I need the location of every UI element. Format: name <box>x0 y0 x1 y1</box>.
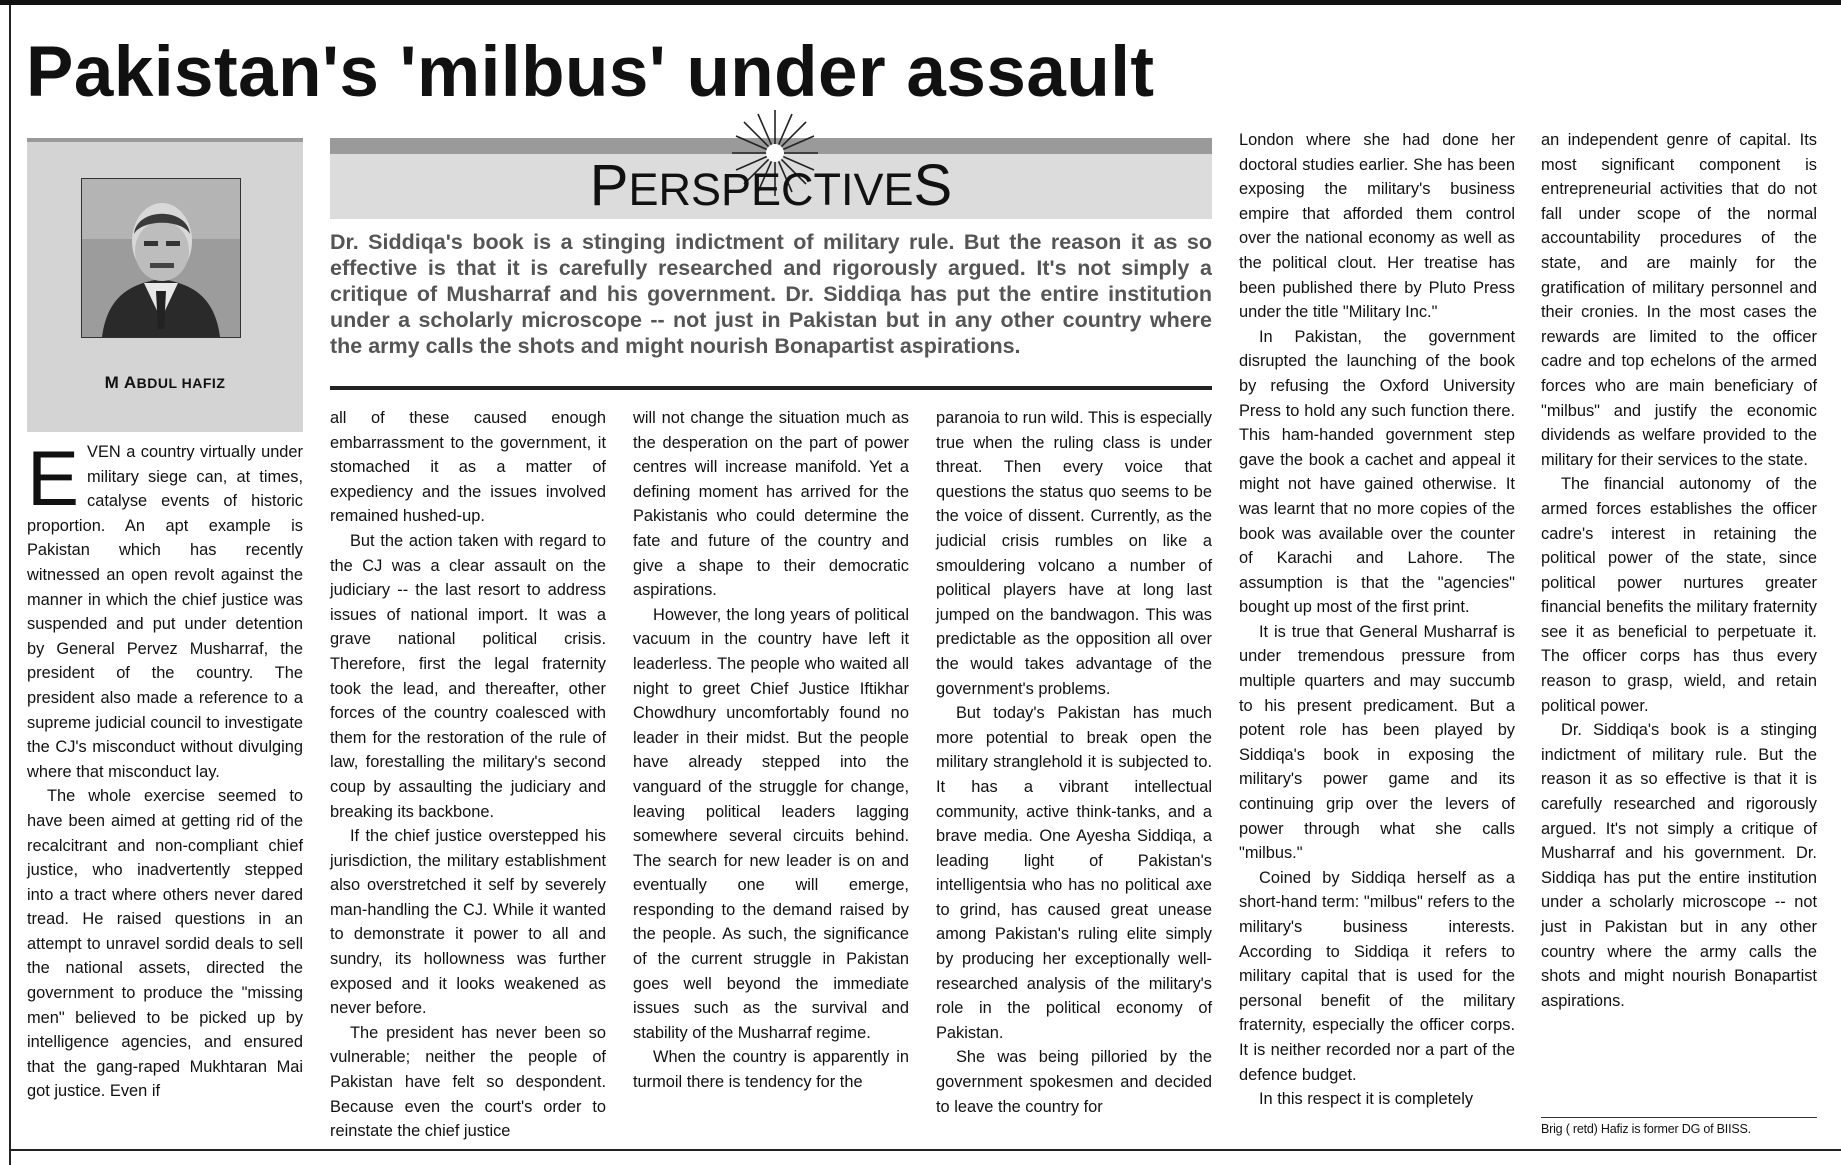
paragraph <box>27 434 303 784</box>
paragraph: paranoia to run wild. This is especially true when the ruling class is under threat. Then every voice that questions the status quo seems to be the voice of dissent. Currently, as the judicial crisis rumbles on like a smouldering volcano a number of political players have at long last jumped on the bandwagon. This was predictable as the opposition all over the would takes advantage of the government's problems. <box>936 409 1212 698</box>
author-name <box>27 373 303 393</box>
paragraph: But today's Pakistan has much more potential to break open the military stranglehold it is subjected to. It has a vibrant intellectual community, active think-tanks, and a brave media. One Ayesha Siddiqa, a leading light of Pakistan's intelligentsia who has no political axe to grind, has caused great unease among Pakistan's ruling elite simply by producing her exceptionally well-researched analysis of the military's role in the political economy of Pakistan. <box>936 704 1212 1042</box>
column-2 <box>330 406 606 1144</box>
paragraph: It is true that General Musharraf is under tremendous pressure from multiple quarters and may succumb to his present predicament. But a potent role has been played by Siddiqa's book in exposing the military's power game and its continuing grip over the levers of power through what she calls "milbus." <box>1239 622 1515 863</box>
paragraph: She was being pilloried by the government spokesmen and decided to leave the country for <box>936 1048 1212 1116</box>
paragraph: Coined by Siddiqa herself as a short-hand term: "milbus" refers to the military's business interests. According to Siddiqa it refers to military capital that is used for the personal benefit of the military fraternity, especially the officer corps. It is neither recorded nor a part of the defence budget. <box>1239 868 1515 1084</box>
author-photo <box>81 178 241 338</box>
paragraph: Dr. Siddiqa's book is a stinging indictment of military rule. But the reason it as so effective is that it is carefully researched and rigorously argued. It's not simply a critique of Musharraf and his government. Dr. Siddiqa has put the entire institution under a scholarly microscope -- not just in Pakistan but in any other country where the army calls the shots and might nourish Bonapartist aspirations. <box>1541 721 1817 1010</box>
author-initial: M A <box>104 373 137 392</box>
section-title <box>330 153 1212 220</box>
paragraph-text: VEN a country virtually under military siege can, at times, catalyse events of historic proportion. An apt example is Pakistan which has recently witnessed an open revolt against the manner in which the chief justice was suspended and put under detention by General Pervez Musharraf, the president of the country. The president also made a reference to a supreme judicial council to investigate the CJ's misconduct without divulging where that misconduct lay. <box>27 443 303 781</box>
drop-cap: E <box>27 434 80 522</box>
column-5 <box>1239 128 1515 1112</box>
paragraph: However, the long years of political vacuum in the country have left it leaderless. The people who waited all night to greet Chief Justice Iftikhar Chowdhury uncomfortably found no leader in their midst. But the people have already stepped into the vanguard of the struggle for change, leaving political leaders lagging somewhere several circuits behind. The search for new leader is on and eventually one will emerge, responding to the demand raised by the people. As such, the significance of the current struggle in Pakistan goes well beyond the immediate issues such as the survival and stability of the Musharraf regime. <box>633 605 909 1042</box>
footnote-rule <box>1541 1117 1817 1118</box>
paragraph: The financial autonomy of the armed forces establishes the officer cadre's interest in retaining the political power of the state, since political power nurtures greater financial benefits the military fraternity see it as beneficial to perpetuate it. The officer corps has thus every reason to grasp, wield, and retain political power. <box>1541 475 1817 715</box>
byline-box <box>27 138 303 432</box>
paragraph: all of these caused enough embarrassment to the government, it stomached it as a matter of expediency and the issues involved remained hushed-up. <box>330 409 606 526</box>
paragraph: The whole exercise seemed to have been aimed at getting rid of the recalcitrant and non-compliant chief justice, who inadvertently stepped into a tract where others never dared tread. He raised questions in an attempt to unravel sordid deals to sell the national assets, directed the government to produce the "missing men" believed to be picked up by intelligence agencies, and ensured that the gang-raped Mukhtaran Mai got justice. Even if <box>27 787 303 1101</box>
author-portrait-icon <box>82 179 240 337</box>
paragraph: The president has never been so vulnerable; neither the people of Pakistan have felt so despondent. Because even the court's order to reinstate the chief justice <box>330 1023 606 1141</box>
paragraph: When the country is apparently in turmoil there is tendency for the <box>633 1048 909 1092</box>
paragraph: will not change the situation much as the desperation on the part of power centres will increase manifold. Yet a defining moment has arrived for the Pakistanis who could determine the fate and future of the country and give a shape to their democratic aspirations. <box>633 409 909 600</box>
deck-rule <box>330 386 1212 390</box>
column-4 <box>936 406 1212 1119</box>
paragraph: an independent genre of capital. Its most significant component is entrepreneurial activities that do not fall under scope of the normal accountability procedures of the state, and are mainly for the gratification of military personnel and their cronies. In the most cases the rewards are limited to the officer cadre and top echelons of the armed forces who are main beneficiary of "milbus" and justify the economic dividends as welfare provided to the military for their services to the state. <box>1541 131 1817 469</box>
paragraph: If the chief justice overstepped his jurisdiction, the military establishment also overstretched it self by severely man-handling the CJ. While it wanted to demonstrate it power to all and sundry, its hollowness was further exposed and it looks weakened as never before. <box>330 827 606 1018</box>
section-title-last: S <box>913 153 953 218</box>
section-title-first: P <box>589 153 629 218</box>
paragraph: In this respect it is completely <box>1259 1090 1474 1109</box>
author-footnote: Brig ( retd) Hafiz is former DG of BIISS. <box>1541 1122 1751 1136</box>
column-1 <box>27 434 303 1104</box>
paragraph: But the action taken with regard to the CJ was a clear assault on the judiciary -- the last resort to address issues of national import. It was a grave national political crisis. Therefore, first the legal fraternity took the lead, and thereafter, other forces of the country coalesced with them for the restoration of the rule of law, forestalling the military's second coup by assaulting the judiciary and breaking its backbone. <box>330 531 606 821</box>
headline: Pakistan's 'milbus' under assault <box>26 33 1155 112</box>
top-rule <box>0 0 1841 5</box>
bottom-rule <box>11 1149 1841 1151</box>
left-margin-rule <box>9 5 11 1165</box>
author-surname: BDUL HAFIZ <box>136 375 226 391</box>
column-6 <box>1541 128 1817 1013</box>
paragraph: In Pakistan, the government disrupted the launching of the book by refusing the Oxford University Press to hold any such function there. This ham-handed government step gave the book a cachet and appeal it might not have gained otherwise. It was learnt that no more copies of the book was available over the counter of Karachi and Lahore. The assumption is that the "agencies" bought up most of the first print. <box>1239 327 1515 617</box>
section-title-mid: ERSPECTIVE <box>628 164 914 215</box>
paragraph: London where she had done her doctoral studies earlier. She has been exposing the military's business empire that afforded them control over the national economy as well as the political clout. Her treatise has been published there by Pluto Press under the title "Military Inc." <box>1239 131 1515 322</box>
deck-summary: Dr. Siddiqa's book is a stinging indictment of military rule. But the reason it as so effective is that it is carefully researched and rigorously argued. It's not simply a critique of Musharraf and his government. Dr. Siddiqa has put the entire institution under a scholarly microscope -- not just in Pakistan but in any other country where the army calls the shots and might nourish Bonapartist aspirations. <box>330 230 1212 358</box>
column-3 <box>633 406 909 1095</box>
